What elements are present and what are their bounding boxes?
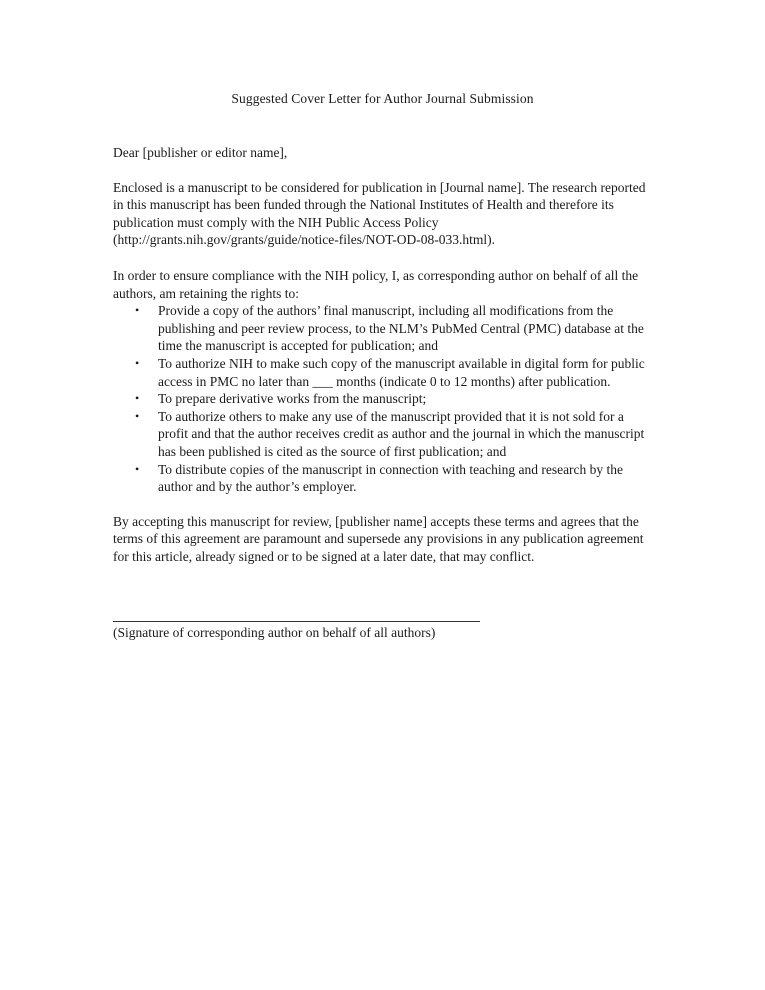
signature-caption: (Signature of corresponding author on behalf of all authors) [113,625,436,641]
list-item-text: To authorize others to make any use of the manuscript provided that it is not sold for a profit and that the author receives credit as author and the journal in which the manuscript has been published is cited as the source of first publication; and [158,408,645,459]
signature-line [113,605,480,622]
list-item [113,461,653,496]
bullet-icon: • [135,461,140,476]
document-title: Suggested Cover Letter for Author Journal Submission [231,91,534,106]
list-item [113,355,653,390]
rights-list [113,302,653,496]
list-item [113,408,653,461]
list-item-text: To prepare derivative works from the manuscript; [158,391,427,407]
list-item-text: To authorize NIH to make such copy of the manuscript available in digital form for public access in PMC no later than ___ months (indicate 0 to 12 months) after publication. [158,355,645,389]
paragraph-funding: Enclosed is a manuscript to be considered for publication in [Journal name]. The research reported in this manuscript has been funded through the National Institutes of Health and therefore its publication must comply with the NIH Public Access Policy (http://grants.nih.gov/grants/guide/notice-files/NOT-OD-08-033.html). [113,179,646,248]
list-item-text: To distribute copies of the manuscript in connection with teaching and research by the author and by the author’s employer. [158,461,624,495]
paragraph-rights-intro: In order to ensure compliance with the NIH policy, I, as corresponding author on behalf of all the authors, am retaining the rights to: [113,267,639,301]
bullet-icon: • [135,391,140,406]
bullet-icon: • [135,303,140,318]
bullet-icon: • [135,408,140,423]
letter-body [113,144,653,642]
salutation: Dear [publisher or editor name], [113,145,288,160]
list-item [113,302,653,355]
list-item [113,390,653,408]
list-item-text: Provide a copy of the authors’ final manuscript, including all modifications from the publishing and peer review process, to the NLM’s PubMed Central (PMC) database at the time the manuscript is accepted for publication; and [158,303,644,354]
paragraph-acceptance: By accepting this manuscript for review, [publisher name] accepts these terms and agrees that the terms of this agreement are paramount and supersede any provisions in any publication agreement for this article, already signed or to be signed at a later date, that may conflict. [113,513,644,564]
bullet-icon: • [135,355,140,370]
